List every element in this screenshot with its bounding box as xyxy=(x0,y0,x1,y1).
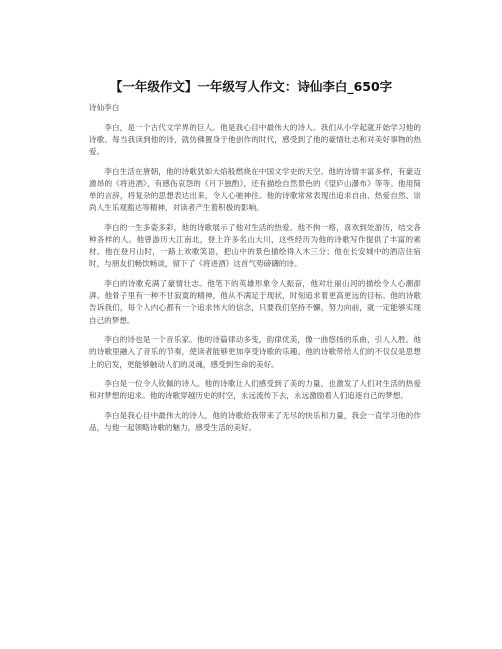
paragraph-3: 李白的一生多姿多彩，他的诗歌展示了他对生活的热爱。他不拘一格，喜欢到处游历，结交各种各样的人。他曾游历大江南北，登上许多名山大川，这些经历为他的诗歌写作提供了丰富的素材。他在登月山时，一路上欢歌笑语，把山中的景色描绘得入木三分；他在长安城中的酒店住宿时，与朋友们畅饮畅谈，留下了《将进酒》这首气势磅礴的诗。 xyxy=(89,222,421,269)
paragraph-2: 李白生活在唐朝，他的诗歌犹如大焰般燃烧在中国文学史的天空。他的诗情丰富多样，有豪迈激昂的《将进酒》，有感伤哀怨的《月下独酌》，还有描绘自然景色的《望庐山瀑布》等等。他用简单的言辞，将复杂的思想表达出来，令人心驰神往。他的诗歌常常表现出追求自由、热爱自然、崇尚人生乐观豁达等精神，对读者产生着积极的影响。 xyxy=(89,166,421,213)
document-body xyxy=(89,102,421,442)
paragraph-7: 李白是我心目中最伟大的诗人，他的诗歌给我带来了无尽的快乐和力量，我会一直学习他的作品，与他一起领略诗歌的魅力，感受生活的美好。 xyxy=(89,411,421,433)
document-title: 【一年级作文】一年级写人作文：诗仙李白_650字 xyxy=(109,79,393,94)
paragraph-5: 李白的诗也是一个音乐家。他的诗篇律动多变，韵律优美，像一曲悠扬的乐曲，引人入胜。他的诗歌里融入了音乐的节奏，使读者能够更加享受诗歌的乐趣。他的诗歌带给人们的不仅仅是思想上的启发，更能够触动人们的灵魂，感受到生命的美好。 xyxy=(89,335,421,369)
paragraph-4: 李白的诗歌充满了豪情壮志。他笔下的英雄形象令人振奋，他对壮丽山河的描绘令人心潮澎湃。他骨子里有一种不甘寂寞的精神，他从不满足于现状，时刻追求着更高更远的目标。他的诗歌告诉我们，每个人内心都有一个追求伟大的信念，只要我们坚持不懈，努力向前，就一定能够实现自己的梦想。 xyxy=(89,279,421,325)
paragraph-1: 李白，是一个古代文学界的巨人。他是我心目中最伟大的诗人。我们从小学起就开始学习他的诗歌。每当我读到他的诗，就仿佛置身于他创作的时代，感受到了他的豪情壮志和对美好事物的热爱。 xyxy=(89,122,421,156)
subheading: 诗仙李白 xyxy=(89,103,120,112)
paragraph-6: 李白是一位令人钦佩的诗人。他的诗歌让人们感受到了美的力量，也激发了人们对生活的热爱和对梦想的追求。他的诗歌穿越历史的时空，永远流传下去，永远激励着人们追逐自己的梦想。 xyxy=(89,379,421,401)
